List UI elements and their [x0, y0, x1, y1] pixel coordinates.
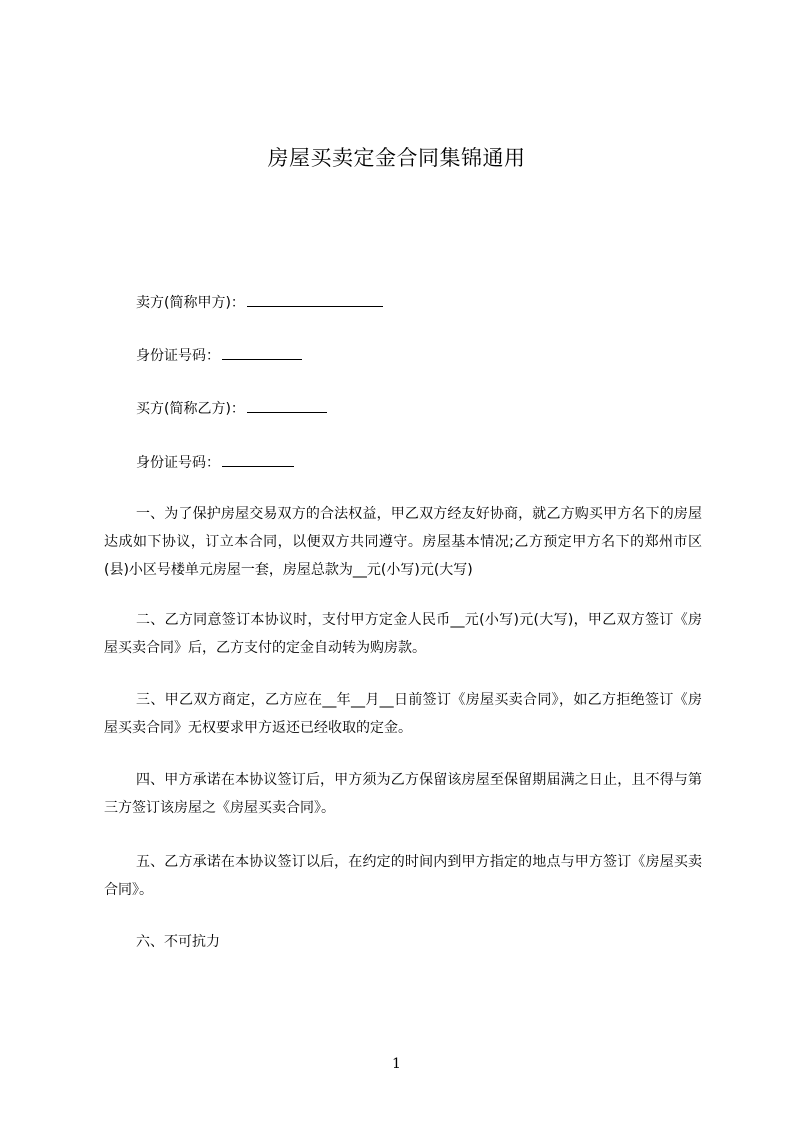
buyer-label: 买方(简称乙方)： — [136, 401, 245, 417]
seller-id-field — [136, 345, 302, 365]
seller-blank — [247, 292, 383, 307]
clause-5: 五、乙方承诺在本协议签订以后，在约定的时间内到甲方指定的地点与甲方签订《房屋买卖合同》。 — [104, 854, 702, 898]
clause-4: 四、甲方承诺在本协议签订后，甲方须为乙方保留该房屋至保留期届满之日止，且不得与第三方签订该房屋之《房屋买卖合同》。 — [104, 772, 702, 816]
clause-1: 一、为了保护房屋交易双方的合法权益，甲乙双方经友好协商，就乙方购买甲方名下的房屋达成如下协议，订立本合同，以便双方共同遵守。房屋基本情况;乙方预定甲方名下的郑州市区(县)小区号楼单元房屋一套，房屋总款为__元(小写)元(大写) — [104, 506, 702, 578]
buyer-id-label: 身份证号码： — [136, 455, 220, 471]
buyer-id-blank — [222, 452, 294, 467]
clause-6: 六、不可抗力 — [136, 934, 220, 950]
seller-field — [136, 292, 383, 312]
clause-2: 二、乙方同意签订本协议时，支付甲方定金人民币__元(小写)元(大写)，甲乙双方签订《房屋买卖合同》后，乙方支付的定金自动转为购房款。 — [104, 612, 702, 656]
seller-id-label: 身份证号码： — [136, 348, 220, 364]
buyer-blank — [247, 398, 327, 413]
clause-3: 三、甲乙双方商定，乙方应在__年__月__日前签订《房屋买卖合同》，如乙方拒绝签订《房屋买卖合同》无权要求甲方返还已经收取的定金。 — [104, 692, 702, 736]
document-title: 房屋买卖定金合同集锦通用 — [267, 146, 526, 170]
buyer-field — [136, 398, 327, 418]
seller-id-blank — [222, 345, 302, 360]
seller-label: 卖方(简称甲方)： — [136, 295, 245, 311]
buyer-id-field — [136, 452, 294, 472]
page-number: 1 — [392, 1056, 401, 1072]
